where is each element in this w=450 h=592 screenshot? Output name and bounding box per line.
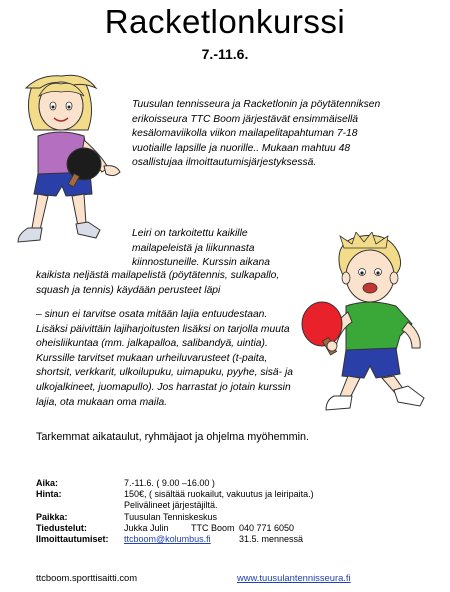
price-note: Pelivälineet järjestäjiltä. — [124, 500, 218, 511]
camp-paragraph — [132, 227, 270, 271]
signup-deadline: 31.5. mennessä — [239, 533, 304, 544]
time-label: Aika: — [36, 478, 59, 488]
details-paragraph — [36, 308, 293, 410]
page-title: Racketlonkurssi — [104, 3, 346, 40]
intro-line: kesälomaviikolla viikon mailapelitapahtuman 7-18 — [132, 128, 358, 140]
intro-line: vuotiaille lapsille ja nuorille.. Mukaan mahtuu 48 — [132, 142, 351, 154]
time-value: 7.-11.6. ( 9.00 –16.00 ) — [124, 478, 215, 488]
footer-website-link[interactable]: www.tuusulantennisseura.fi — [237, 572, 351, 583]
contact-phone: 040 771 6050 — [239, 522, 295, 533]
details-line: – sinun ei tarvitse osata mitään lajia entuudestaan. — [36, 309, 268, 320]
schedule-note: Tarkemmat aikataulut, ryhmäjaot ja ohjelma myöhemmin. — [36, 431, 310, 443]
sports-line: squash ja tennis) käydään perusteet läpi — [36, 284, 221, 296]
camp-line: kiinnostuneille. Kurssin aikana — [132, 257, 270, 269]
details-line: Kurssille tarvitset mukaan urheiluvarusteet (t-paita, — [36, 352, 268, 364]
sports-line: kaikista neljästä mailapelistä (pöytätennis, sulkapallo, — [36, 270, 280, 281]
details-line: oheisliikuntaa (mm. jalkapalloa, salibandyä, uintia). — [36, 338, 268, 350]
price-label: Hinta: — [36, 489, 62, 500]
course-dates: 7.-11.6. — [201, 46, 249, 62]
intro-line: erikoisseura TTC Boom järjestävät ensimmäisellä — [132, 113, 359, 125]
intro-line: osallistujaa ilmoittautumisjärjestyksessä. — [132, 157, 317, 169]
camp-line: mailapeleistä ja liikunnasta — [132, 242, 255, 254]
price-value: 150€, ( sisältää ruokailut, vakuutus ja leiripaita.) — [124, 489, 314, 500]
place-value: Tuusulan Tenniskeskus — [124, 511, 218, 522]
details-line: ulkojalkineet, juomapullo). Jos harrastat jo jotain kurssin — [36, 381, 291, 393]
contact-org: TTC Boom — [191, 522, 235, 533]
details-line: Lisäksi päivittäin lajiharjoitusten lisäksi on tarjolla muuta — [36, 323, 290, 335]
place-label: Paikka: — [36, 511, 68, 522]
boy-player-illustration — [300, 232, 446, 418]
sports-paragraph — [36, 269, 279, 298]
girl-player-illustration — [4, 68, 124, 250]
signup-label: Ilmoittautumiset: — [36, 533, 109, 544]
details-line: lajia, ota mukaan oma maila. — [36, 396, 168, 408]
signup-email-link[interactable]: ttcboom@kolumbus.fi — [124, 533, 211, 544]
camp-line: Leiri on tarkoitettu kaikille — [132, 228, 248, 239]
intro-paragraph — [132, 98, 380, 171]
footer-website-left: ttcboom.sporttisaitti.com — [36, 572, 138, 583]
details-line: shortsit, verkkarit, ulkoilupuku, uimapuku, pyyhe, sisä- ja — [36, 367, 293, 379]
contact-label: Tiedustelut: — [36, 522, 87, 533]
contact-name: Jukka Julin — [124, 522, 169, 533]
intro-line: Tuusulan tennisseura ja Racketlonin ja pöytätenniksen — [132, 99, 381, 110]
